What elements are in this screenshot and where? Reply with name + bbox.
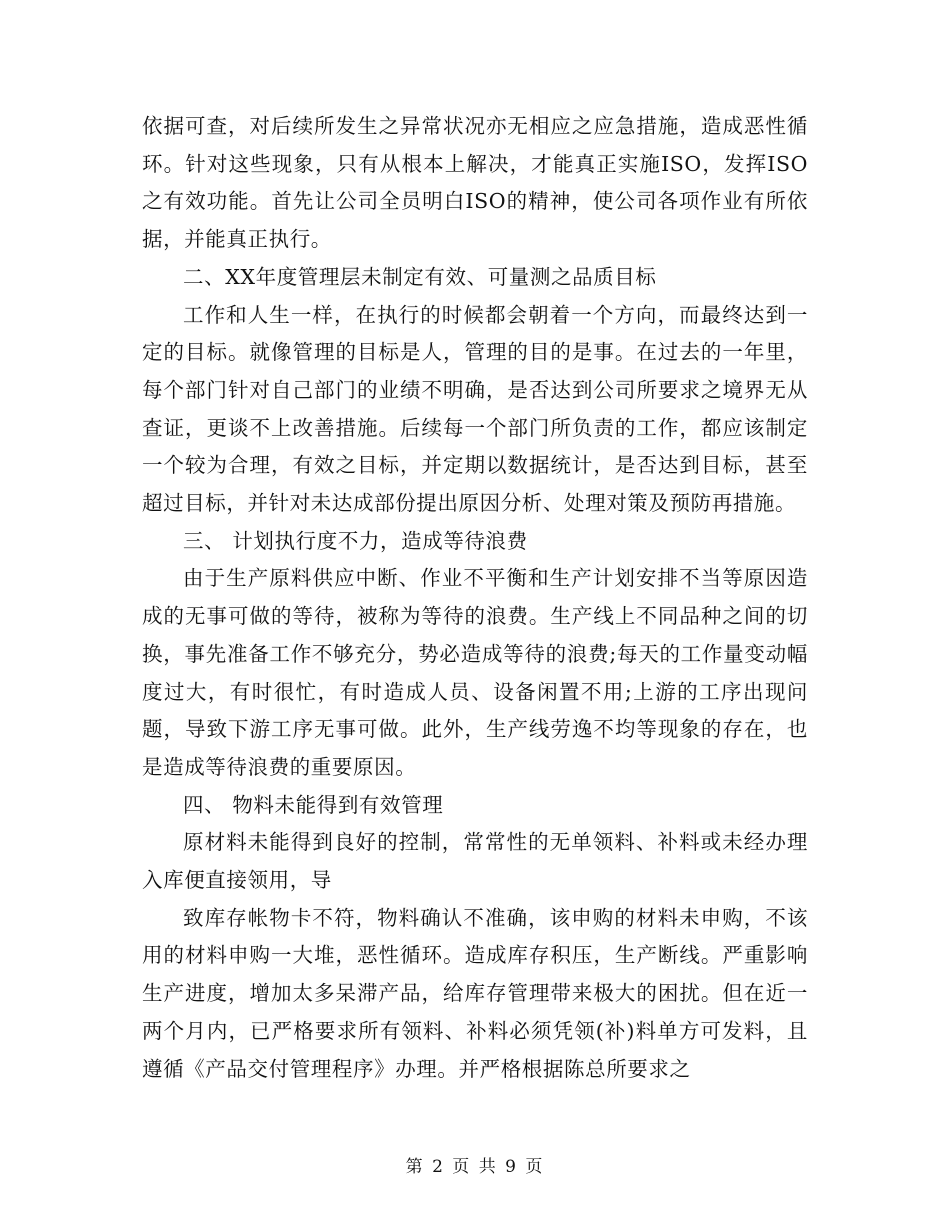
paragraph-iso-conclusion: 依据可查，对后续所发生之异常状况亦无相应之应急措施，造成恶性循环。针对这些现象，只有从根本上解决，才能真正实施ISO，发挥ISO之有效功能。首先让公司全员明白ISO的精神，使公司各项作业有所依据，并能真正执行。 bbox=[142, 114, 808, 252]
section-heading-2: 二、XX年度管理层未制定有效、可量测之品质目标 bbox=[183, 264, 657, 289]
paragraph-quality-goals: 工作和人生一样，在执行的时候都会朝着一个方向，而最终达到一定的目标。就像管理的目标是人，管理的目的是事。在过去的一年里，每个部门针对自己部门的业绩不明确，是否达到公司所要求之境界无从查证，更谈不上改善措施。后续每一个部门所负责的工作，都应该制定一个较为合理，有效之目标，并定期以数据统计，是否达到目标，甚至超过目标，并针对未达成部份提出原因分析、处理对策及预防再措施。 bbox=[142, 302, 808, 516]
paragraph-inventory-mismatch: 致库存帐物卡不符，物料确认不准确，该申购的材料未申购，不该用的材料申购一大堆，恶性循环。造成库存积压，生产断线。严重影响生产进度，增加太多呆滞产品，给库存管理带来极大的困扰。但在近一两个月内，已严格要求所有领料、补料必须凭领(补)料单方可发料，且遵循《产品交付管理程序》办理。并严格根据陈总所要求之 bbox=[142, 905, 808, 1081]
page-number-footer: 第 2 页 共 9 页 bbox=[405, 1157, 545, 1177]
document-body bbox=[142, 108, 808, 1088]
section-heading-3: 三、 计划执行度不力，造成等待浪费 bbox=[183, 528, 528, 553]
paragraph-material-control: 原材料未能得到良好的控制，常常性的无单领料、补料或未经办理入库便直接领用，导 bbox=[142, 830, 808, 893]
section-heading-4: 四、 物料未能得到有效管理 bbox=[183, 792, 444, 817]
paragraph-waiting-waste: 由于生产原料供应中断、作业不平衡和生产计划安排不当等原因造成的无事可做的等待，被称为等待的浪费。生产线上不同品种之间的切换，事先准备工作不够充分，势必造成等待的浪费;每天的工作量变动幅度过大，有时很忙，有时造成人员、设备闲置不用;上游的工序出现问题，导致下游工序无事可做。此外，生产线劳逸不均等现象的存在，也是造成等待浪费的重要原因。 bbox=[142, 566, 808, 779]
